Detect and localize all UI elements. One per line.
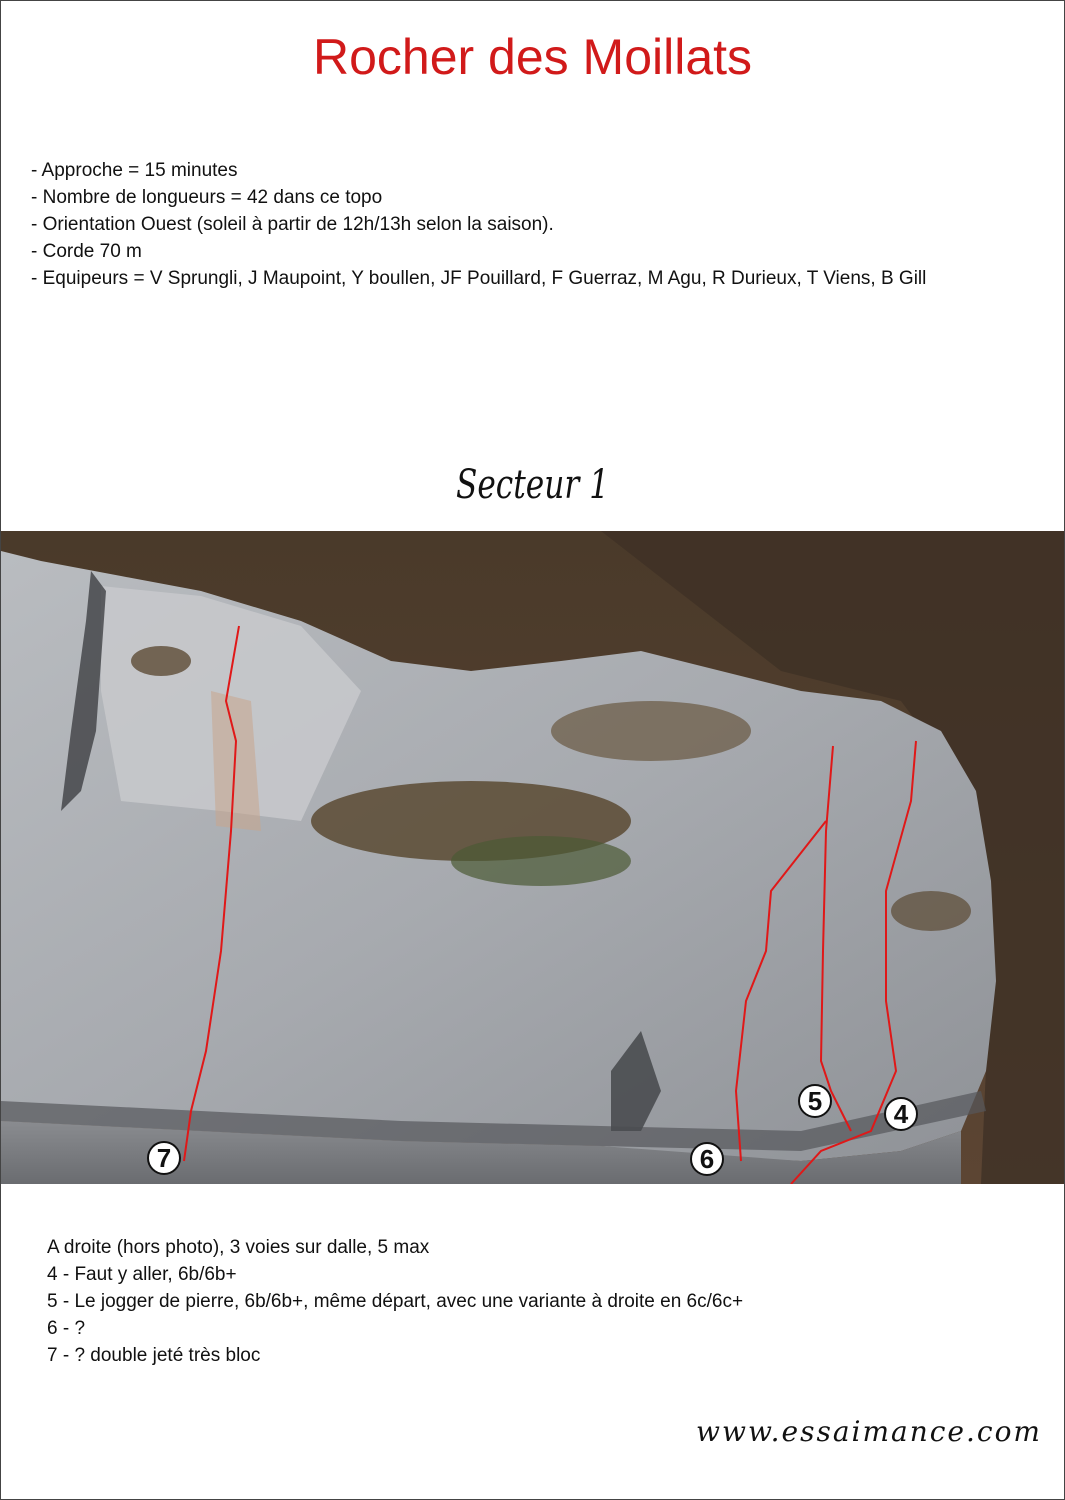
route-marker-7 <box>148 1142 180 1174</box>
svg-text:7: 7 <box>156 1143 172 1173</box>
svg-text:4: 4 <box>893 1099 909 1129</box>
route-item-6: 6 - ? <box>47 1318 86 1339</box>
info-list <box>31 157 1011 292</box>
crag-photo <box>1 531 1064 1184</box>
info-orientation: - Orientation Ouest (soleil à partir de 12h/13h selon la saison). <box>31 214 554 235</box>
route-marker-5 <box>799 1085 831 1117</box>
route-item-7: 7 - ? double jeté très bloc <box>47 1345 261 1366</box>
info-approach: - Approche = 15 minutes <box>31 160 238 181</box>
website-footer: www.essaimance.com <box>696 1415 1042 1448</box>
svg-text:6: 6 <box>699 1144 715 1174</box>
info-equippers: - Equipeurs = V Sprungli, J Maupoint, Y boullen, JF Pouillard, F Guerraz, M Agu, R Durieux, T Viens, B Gill <box>31 268 927 289</box>
info-pitches: - Nombre de longueurs = 42 dans ce topo <box>31 187 383 208</box>
sector-title: Secteur 1 <box>455 462 610 508</box>
route-list <box>47 1234 947 1369</box>
route-marker-6 <box>691 1143 723 1175</box>
route-marker-4 <box>885 1098 917 1130</box>
info-rope: - Corde 70 m <box>31 241 142 262</box>
route-item-4: 4 - Faut y aller, 6b/6b+ <box>47 1264 237 1285</box>
route-item-5: 5 - Le jogger de pierre, 6b/6b+, même départ, avec une variante à droite en 6c/6c+ <box>47 1291 744 1312</box>
route-note-right: A droite (hors photo), 3 voies sur dalle, 5 max <box>47 1237 430 1258</box>
page-title: Rocher des Moillats <box>312 29 753 85</box>
svg-text:5: 5 <box>807 1086 823 1116</box>
